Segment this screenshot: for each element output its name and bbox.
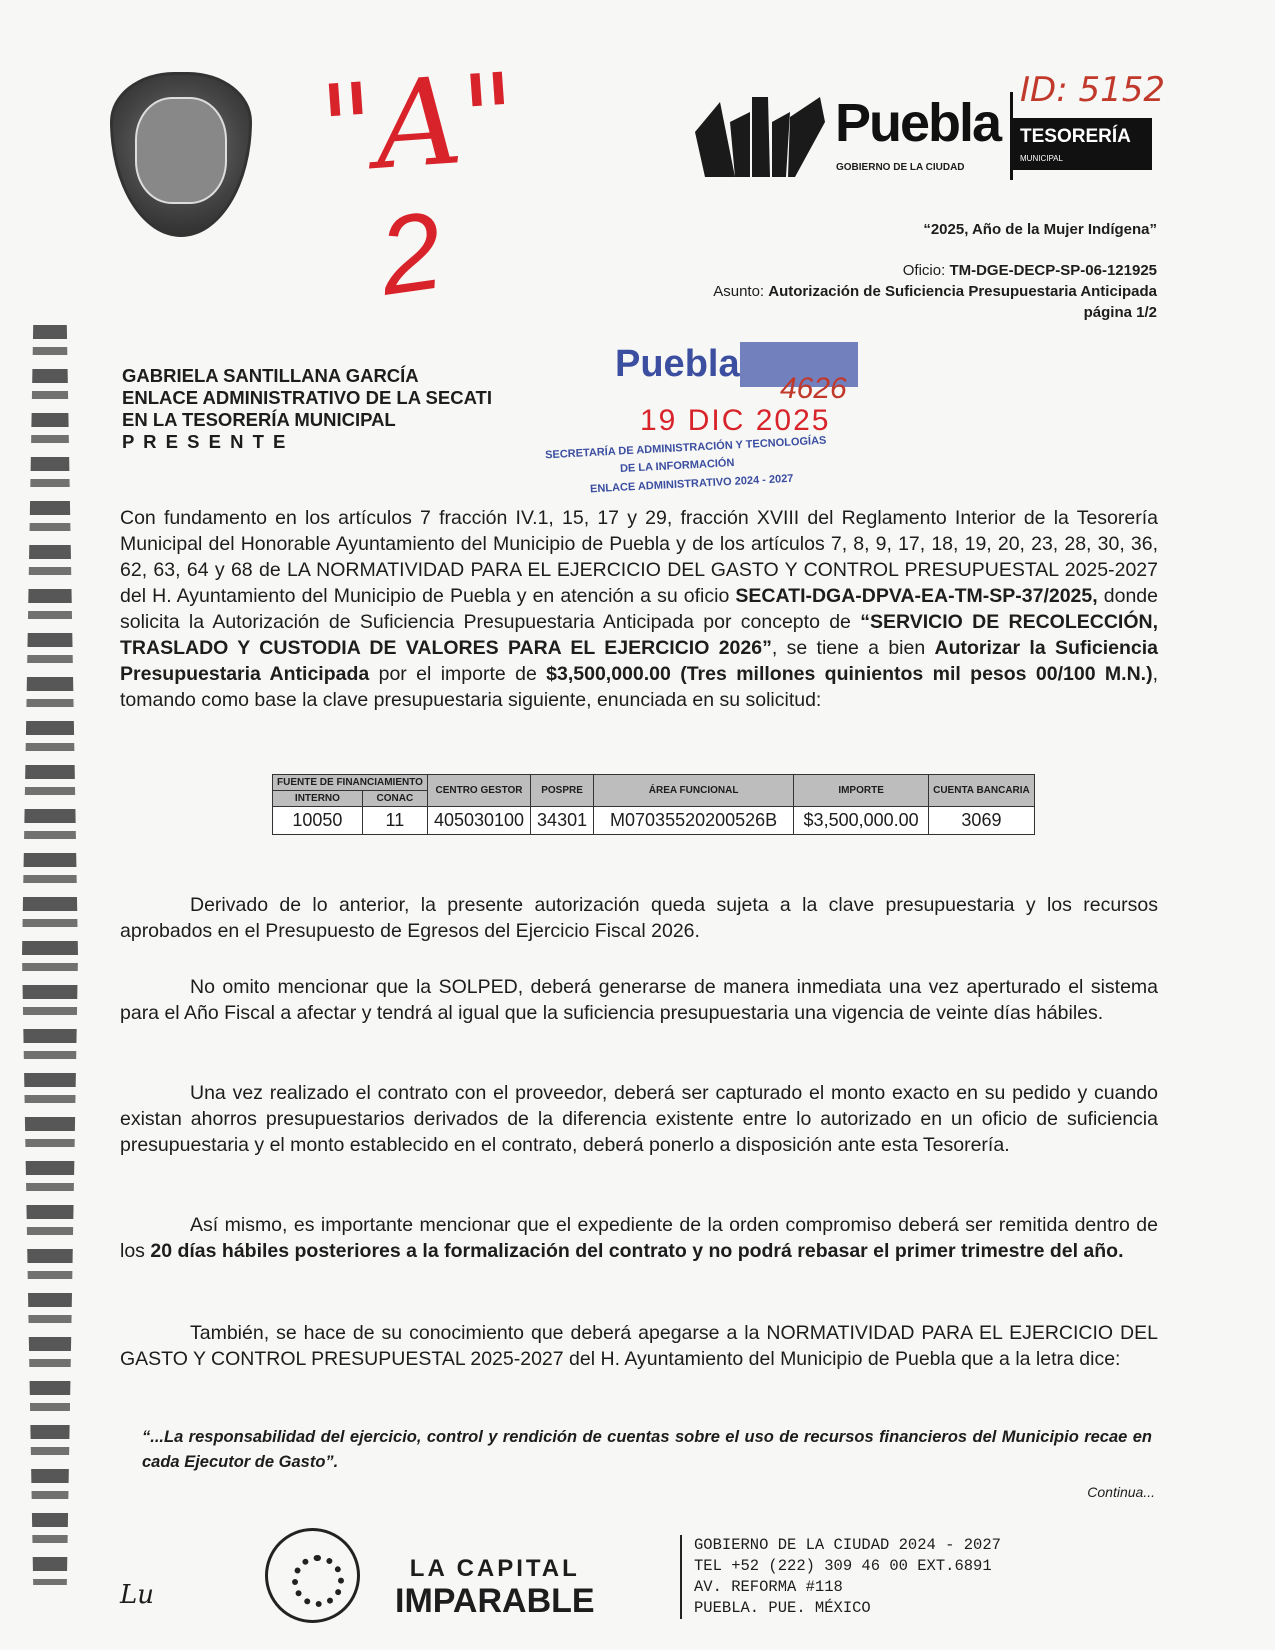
slogan: LA CAPITAL IMPARABLE	[395, 1555, 595, 1620]
stamp-date: 19 DIC 2025	[640, 404, 831, 437]
labor-equality-seal-icon	[265, 1528, 360, 1623]
oficio: Oficio: TM-DGE-DECP-SP-06-121925	[902, 262, 1157, 279]
paragraph-4: Una vez realizado el contrato con el proveedor, deberá ser capturado el monto exacto en su pedido y cuando existan ahorros presupuestarios derivados de la diferencia existente entre lo autorizado en un oficio de suficiencia presupuestaria y el monto establecido en el contrato, deberá ponerlo a disposición ante esta Tesorería.	[120, 1082, 1158, 1156]
presente: P R E S E N T E	[122, 431, 288, 452]
stamp-logo: Puebla	[615, 343, 740, 385]
recipient-title: EN LA TESORERÍA MUNICIPAL	[122, 409, 396, 430]
paragraph-5: Así mismo, es importante mencionar que el expediente de la orden compromiso deberá ser remitida dentro de los 20 días hábiles posteriores a la formalización del contrato y no podrá rebasar el primer trimestre del año.	[120, 1214, 1158, 1262]
puebla-logo-icon	[690, 92, 830, 180]
stamp-text: ENLACE ADMINISTRATIVO 2024 - 2027	[589, 472, 794, 496]
decorative-border	[22, 325, 78, 1585]
handwritten-mark: "A"	[315, 48, 522, 201]
logo-city: Puebla	[835, 93, 1001, 153]
dept-badge	[1012, 118, 1152, 170]
dept-sub: MUNICIPAL	[1020, 154, 1063, 163]
recipient-name: GABRIELA SANTILLANA GARCÍA	[122, 365, 419, 386]
page-number: página 1/2	[1083, 304, 1157, 321]
recipient-title: ENLACE ADMINISTRATIVO DE LA SECATI	[122, 387, 492, 408]
paragraph-1: Con fundamento en los artículos 7 fracción IV.1, 15, 17 y 29, fracción XVIII del Reglamento Interior de la Tesorería Municipal del Honorable Ayuntamiento del Municipio de Puebla y de los artículos 7, 8, 9, 17, 18, 19, 20, 23, 28, 30, 36, 62, 63, 64 y 68 de LA NORMATIVIDAD PARA EL EJERCICIO DEL GASTO Y CONTROL PRESUPUESTAL 2025-2027 del H. Ayuntamiento del Municipio de Puebla y en atención a su oficio SECATI-DGA-DPVA-EA-TM-SP-37/2025, donde solicita la Autorización de Suficiencia Presupuestaria Anticipada por concepto de “SERVICIO DE RECOLECCIÓN, TRASLADO Y CUSTODIA DE VALORES PARA EL EJERCICIO 2026”, se tiene a bien Autorizar la Suficiencia Presupuestaria Anticipada por el importe de $3,500,000.00 (Tres millones quinientos mil pesos 00/100 M.N.), tomando como base la clave presupuestaria siguiente, enunciada en su solicitud:	[120, 507, 1159, 711]
stamp-number: 4626	[780, 372, 847, 405]
paragraph-6: También, se hace de su conocimiento que deberá apegarse a la NORMATIVIDAD PARA EL EJERCICIO DEL GASTO Y CONTROL PRESUPUESTAL 2025-2027 del H. Ayuntamiento del Municipio de Puebla que a la letra dice:	[120, 1322, 1158, 1370]
handwritten-id: ID: 5152	[1020, 70, 1165, 110]
recipient-block	[122, 365, 492, 453]
table-row: 10050 11 405030100 34301 M07035520200526B $3,500,000.00 3069	[273, 807, 1035, 835]
paragraph-3: No omito mencionar que la SOLPED, deberá generarse de manera inmediata una vez aperturado el sistema para el Año Fiscal a afectar y tendrá al igual que la suficiencia presupuestaria una vigencia de veinte días hábiles.	[120, 976, 1158, 1024]
continua: Continua...	[1087, 1484, 1155, 1500]
logo-sub: GOBIERNO DE LA CIUDAD	[836, 162, 965, 173]
footer-contact: GOBIERNO DE LA CIUDAD 2024 - 2027 TEL +52 (222) 309 46 00 EXT.6891 AV. REFORMA #118 PUEBLA. PUE. MÉXICO	[680, 1535, 1001, 1619]
initials: Lu	[120, 1580, 155, 1610]
motto: “2025, Año de la Mujer Indígena”	[923, 221, 1157, 238]
dept-name: TESORERÍA	[1020, 126, 1131, 147]
paragraph-2: Derivado de lo anterior, la presente autorización queda sujeta a la clave presupuestaria y los recursos aprobados en el Presupuesto de Egresos del Ejercicio Fiscal 2026.	[120, 894, 1158, 942]
stamp-text: DE LA INFORMACIÓN	[619, 457, 735, 475]
quote: “...La responsabilidad del ejercicio, control y rendición de cuentas sobre el uso de recursos financieros del Municipio recae en cada Ejecutor de Gasto”.	[142, 1428, 1152, 1471]
handwritten-number: 2	[371, 188, 450, 319]
budget-table: FUENTE DE FINANCIAMIENTO CENTRO GESTOR POSPRE ÁREA FUNCIONAL IMPORTE CUENTA BANCARIA INTERNO CONAC 10050 11 405030100 34301 M07035520200526B $3,500,000.00 3069	[272, 774, 1035, 835]
stamp-text: SECRETARÍA DE ADMINISTRACIÓN Y TECNOLOGÍAS	[544, 434, 827, 462]
municipal-seal	[110, 72, 252, 237]
asunto: Asunto: Autorización de Suficiencia Presupuestaria Anticipada	[713, 283, 1157, 300]
